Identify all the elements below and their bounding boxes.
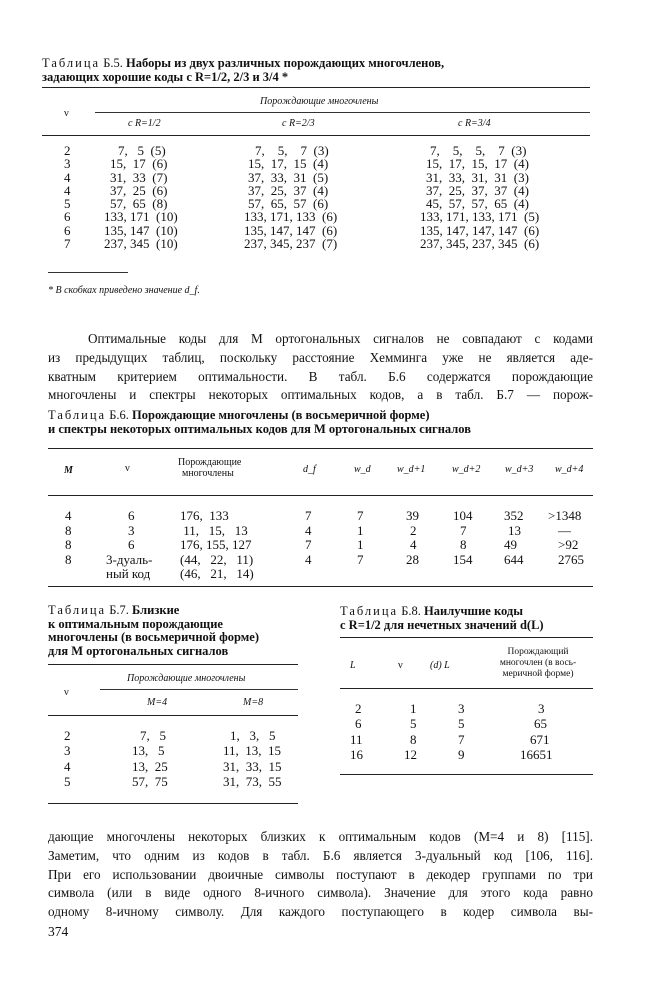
table-b6-poly: 11, 15, 13: [180, 522, 248, 538]
table-b6-wd3: 49: [504, 537, 517, 552]
table-b6-header-wd2: w_d+2: [452, 464, 481, 475]
table-b8-header-rule: [340, 688, 593, 689]
table-b6-m: 8: [65, 551, 72, 567]
table-b8-v: 5: [410, 716, 417, 732]
table-b5-r12: 7, 5 (5): [118, 143, 166, 158]
table-b7-body: [48, 730, 298, 791]
table-b8-dl: 9: [458, 746, 465, 762]
table-b7-bottom-rule: [48, 803, 298, 804]
table-b5-r34: 7, 5, 5, 7 (3): [430, 143, 527, 158]
table-b7-v: 5: [64, 773, 71, 789]
paragraph-line: При его использовании двоичные символы поступают в декодер группами по три: [48, 866, 593, 882]
table-b8-caption: [340, 604, 600, 632]
table-b6-wd: 1: [357, 522, 364, 538]
table-b7-v: 3: [64, 743, 71, 759]
table-b6-df: 7: [305, 537, 312, 552]
table-b6-wd1: 4: [410, 537, 417, 552]
table-b7-v: 2: [64, 728, 71, 743]
table-b7-header-m8: M=8: [243, 697, 264, 708]
table-b5-footnote: * В скобках приведено значение d_f.: [48, 285, 200, 296]
table-b5-v: 3: [64, 156, 71, 172]
table-b5-r12: 135, 147 (10): [104, 222, 178, 238]
table-b7-m8: 31, 73, 55: [223, 773, 282, 789]
paragraph-line: одному 8-ичному символу. Для каждого поступающего в кодер символа вы-: [48, 904, 593, 920]
table-b5-r34: 45, 57, 57, 65 (4): [426, 196, 529, 212]
table-b8-top-rule: [340, 637, 593, 638]
table-b6-header-wd3: w_d+3: [505, 464, 534, 475]
table-b8-l: 11: [350, 731, 363, 747]
table-b5-v: 2: [64, 143, 71, 158]
table-b6-wd1: 28: [406, 551, 419, 567]
table-b6-caption-line2: и спектры некоторых оптимальных кодов для M ортогональных сигналов: [48, 422, 471, 436]
table-b5-v: 5: [64, 196, 71, 212]
table-b5-r34: 237, 345, 237, 345 (6): [420, 236, 540, 252]
table-b5-r23: 7, 5, 7 (3): [255, 143, 329, 158]
table-b6-v: 6: [128, 537, 135, 552]
table-b6-caption-number: Б.6.: [109, 408, 129, 422]
paragraph-line: символа (или в виде одного 8-ичного символа). Значение для этого кода равно: [48, 885, 593, 901]
table-b7-m8: 11, 13, 15: [223, 743, 282, 759]
table-b7-group-rule: [100, 689, 298, 690]
table-b8-v: 1: [410, 701, 417, 716]
table-b8-dl: 3: [458, 701, 465, 716]
table-b6-header-wd1: w_d+1: [397, 464, 426, 475]
table-row: [42, 238, 590, 251]
table-b6-caption-line1: Порождающие многочлены (в восьмеричной форме): [132, 408, 430, 422]
table-b5-header-group: Порождающие многочлены: [260, 96, 379, 107]
table-b8-poly: 671: [530, 731, 550, 747]
table-b8-header-l: L: [350, 660, 356, 671]
table-b5-header-v: ν: [64, 108, 69, 119]
table-b8-poly: 3: [538, 701, 545, 716]
table-b5-caption-line2: задающих хорошие коды с R=1/2, 2/3 и 3/4 *: [42, 70, 289, 84]
table-b7-header-m4: M=4: [147, 697, 168, 708]
table-b5-header-r23: с R=2/3: [282, 118, 315, 129]
table-b6-poly: (44, 22, 11): [180, 551, 254, 567]
table-b8-poly: 65: [534, 716, 547, 732]
table-row: [340, 746, 593, 764]
table-b6-m: 8: [65, 522, 72, 538]
table-b7-header-v: ν: [64, 687, 69, 698]
table-b5-caption: [42, 56, 602, 84]
page-number: 374: [48, 924, 69, 939]
table-b6-poly2: (46, 21, 14): [180, 566, 254, 581]
table-b6-wd2: 104: [453, 508, 473, 523]
table-row: [340, 718, 593, 733]
table-b7-header-group: Порождающие многочлены: [127, 673, 246, 684]
table-b5-r23: 57, 65, 57 (6): [248, 196, 329, 212]
table-b8-l: 6: [355, 716, 362, 732]
table-b5-header-r12: с R=1/2: [128, 118, 161, 129]
table-b6-wd: 1: [357, 537, 364, 552]
table-row: [48, 551, 593, 583]
table-b8-header-poly2: многочлен (в вось-: [499, 658, 577, 668]
table-b8-header-dl: (d) L: [430, 660, 450, 671]
table-b5-header-rule: [42, 135, 590, 136]
table-b5-r23: 15, 17, 15 (4): [248, 156, 329, 172]
table-b5-r12: 37, 25 (6): [110, 182, 168, 198]
table-b5-r12: 57, 65 (8): [110, 196, 168, 212]
table-b7-caption: [48, 604, 318, 658]
table-b7-caption-line3: многочлены (в восьмеричной форме): [48, 630, 259, 644]
table-b5-body: [42, 145, 590, 251]
table-b6-header-poly2: многочлены: [182, 468, 234, 479]
table-b6-m: 8: [65, 537, 72, 552]
table-b5-v: 4: [64, 182, 71, 198]
table-b8-header-poly: [484, 647, 592, 680]
table-b6-wd1: 39: [406, 508, 419, 523]
table-b5-r23: 37, 25, 37 (4): [248, 182, 329, 198]
paragraph-line: кватным критерием оптимальности. В табл. Б.6 содержатся порождающие: [48, 368, 593, 384]
table-b8-caption-line1: Наилучшие коды: [424, 604, 523, 618]
table-b6-wd: 7: [357, 508, 364, 523]
table-b5-r12: 133, 171 (10): [104, 209, 178, 225]
table-b6-wd: 7: [357, 551, 364, 567]
table-b6-wd2: 7: [460, 522, 467, 538]
table-b7-caption-number: Б.7.: [109, 603, 129, 617]
table-b7-caption-line1: Близкие: [132, 603, 180, 617]
table-b6-caption: [48, 408, 608, 436]
table-b6-header-df: d_f: [303, 464, 316, 475]
table-b6-bottom-rule: [48, 586, 593, 587]
table-b5-caption-line1: Наборы из двух различных порождающих многочленов,: [126, 56, 445, 70]
table-b6-wd3: 644: [504, 551, 524, 567]
table-b8-caption-line2: с R=1/2 для нечетных значений d(L): [340, 618, 544, 632]
table-b8-header-poly1: Порождающий: [507, 647, 569, 657]
table-b8-dl: 5: [458, 716, 465, 732]
table-b6-header-poly: [178, 457, 241, 479]
table-b6-v: 6: [128, 508, 135, 523]
table-b6-wd3: 352: [504, 508, 524, 523]
paragraph-line: Оптимальные коды для M ортогональных сигналов не совпадают с кодами: [88, 331, 593, 346]
table-b6-df: 4: [305, 551, 312, 567]
table-b8-bottom-rule: [340, 774, 593, 775]
table-b8-v: 12: [404, 746, 417, 762]
table-b7-caption-label: Таблица: [48, 603, 107, 617]
table-b7-m4: 57, 75: [132, 773, 168, 789]
paragraph-2: [48, 828, 593, 922]
table-b8-dl: 7: [458, 731, 465, 747]
table-b6-v: 3-дуаль-: [106, 551, 153, 567]
table-b5-v: 6: [64, 209, 71, 225]
paragraph-1: [48, 330, 593, 405]
table-b5-r23: 135, 147, 147 (6): [244, 222, 338, 238]
table-b6-wd4: 2765: [558, 551, 584, 567]
table-b5-v: 7: [64, 236, 71, 252]
table-b6-v: 3: [128, 522, 135, 538]
table-b7-m4: 7, 5: [140, 728, 166, 743]
table-b8-poly: 16651: [520, 746, 553, 762]
table-b5-r34: 37, 25, 37, 37 (4): [426, 182, 529, 198]
table-b8-caption-number: Б.8.: [401, 604, 421, 618]
table-b6-header-poly1: Порождающие: [178, 457, 242, 468]
table-b7-v: 4: [64, 758, 71, 774]
table-b8-l: 2: [355, 701, 362, 716]
table-b7-m4: 13, 5: [132, 743, 165, 759]
table-b6-wd4: >92: [558, 537, 579, 552]
table-b5-v: 6: [64, 222, 71, 238]
table-b6-header-m: M: [64, 465, 73, 476]
table-b5-r12: 237, 345 (10): [104, 236, 178, 252]
table-b8-header-poly3: меричной форме): [502, 669, 574, 679]
table-b7-top-rule: [48, 664, 298, 665]
table-b6-header-v: ν: [125, 463, 130, 474]
table-b7-caption-line2: к оптимальным порождающие: [48, 616, 223, 631]
table-row: [340, 731, 593, 749]
table-b5-group-rule: [95, 112, 590, 113]
table-b6-body: [48, 510, 593, 583]
table-b5-r23: 37, 33, 31 (5): [248, 169, 329, 185]
paragraph-line: многочлены и спектры некоторых оптимальных кодов, а в табл. Б.7 — порож-: [48, 387, 593, 403]
table-b6-v2: ный код: [106, 566, 151, 581]
table-b8-header-v: ν: [398, 660, 403, 671]
table-b6-wd4: >1348: [548, 508, 582, 523]
table-b6-wd3: 13: [508, 522, 521, 538]
table-b6-header-wd4: w_d+4: [555, 464, 584, 475]
table-b5-v: 4: [64, 169, 71, 185]
table-row: [340, 703, 593, 718]
table-b7-m8: 1, 3, 5: [230, 728, 276, 743]
table-b6-poly: 176, 155, 127: [180, 537, 252, 552]
table-b7-caption-line4: для M ортогональных сигналов: [48, 643, 229, 658]
table-b8-l: 16: [350, 746, 363, 762]
table-b6-wd2: 8: [460, 537, 467, 552]
table-b5-caption-label: Таблица: [42, 56, 101, 70]
table-b5-top-rule: [42, 87, 590, 88]
paragraph-line: Заметим, что одним из кодов в табл. Б.6 является 3-дуальный код [106, 116].: [48, 847, 593, 863]
table-b5-r12: 31, 33 (7): [110, 169, 168, 185]
table-b7-header-rule: [48, 715, 298, 716]
table-b7-m8: 31, 33, 15: [223, 758, 282, 774]
table-b7-m4: 13, 25: [132, 758, 168, 774]
table-row: [48, 773, 298, 791]
table-b5-r12: 15, 17 (6): [110, 156, 168, 172]
table-b5-r34: 135, 147, 147, 147 (6): [420, 222, 540, 238]
table-b6-df: 7: [305, 508, 312, 523]
table-b6-wd2: 154: [453, 551, 473, 567]
table-b6-header-wd: w_d: [354, 464, 371, 475]
table-b6-wd1: 2: [410, 522, 417, 538]
table-b8-v: 8: [410, 731, 417, 747]
table-b5-r34: 31, 33, 31, 31 (3): [426, 169, 529, 185]
table-b6-wd4: —: [558, 522, 571, 538]
table-b6-caption-label: Таблица: [48, 408, 107, 422]
table-b8-body: [340, 703, 593, 764]
table-b8-caption-label: Таблица: [340, 604, 399, 618]
table-b6-poly: 176, 133: [180, 508, 229, 523]
table-b6-header-rule: [48, 495, 593, 496]
table-b5-r23: 237, 345, 237 (7): [244, 236, 338, 252]
table-b5-r23: 133, 171, 133 (6): [244, 209, 338, 225]
paragraph-line: из предыдущих таблиц, поскольку расстояние Хемминга уже не является аде-: [48, 349, 593, 365]
paragraph-line: дающие многочлены некоторых близких к оптимальным кодов (M=4 и 8) [115].: [48, 829, 593, 844]
table-b6-top-rule: [48, 448, 593, 449]
table-b5-r34: 15, 17, 15, 17 (4): [426, 156, 529, 172]
table-b5-r34: 133, 171, 133, 171 (5): [420, 209, 540, 225]
table-b5-header-r34: с R=3/4: [458, 118, 491, 129]
table-b6-m: 4: [65, 508, 72, 523]
table-b6-df: 4: [305, 522, 312, 538]
table-b5-footnote-rule: [48, 272, 128, 273]
table-b5-caption-number: Б.5.: [103, 56, 123, 70]
